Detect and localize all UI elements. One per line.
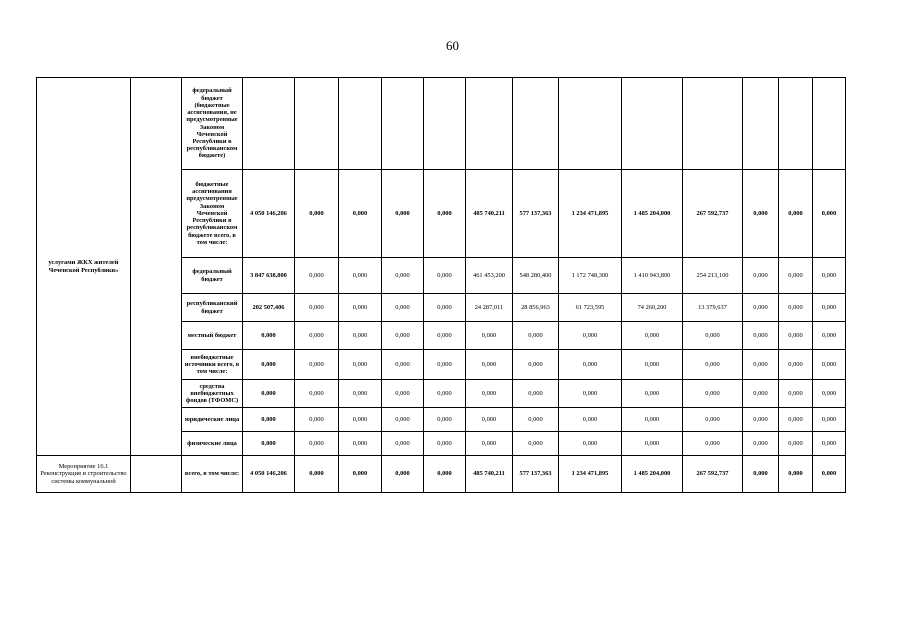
funding-source-cell: федеральный бюджет <box>182 258 243 294</box>
value-cell: 0,000 <box>683 380 743 408</box>
value-cell: 0,000 <box>683 432 743 456</box>
value-cell: 0,000 <box>779 170 813 258</box>
value-cell: 0,000 <box>743 432 779 456</box>
value-cell: 0,000 <box>382 408 424 432</box>
funding-source-cell: средства внебюджетных фондов (ТФОМС) <box>182 380 243 408</box>
value-cell: 0,000 <box>382 350 424 380</box>
value-cell: 1 172 748,300 <box>559 258 622 294</box>
value-cell: 13 379,637 <box>683 294 743 322</box>
value-cell: 0,000 <box>622 350 683 380</box>
value-cell: 0,000 <box>813 350 846 380</box>
value-cell: 0,000 <box>779 258 813 294</box>
value-cell: 0,000 <box>622 322 683 350</box>
value-cell <box>295 78 339 170</box>
value-cell: 0,000 <box>424 350 466 380</box>
value-cell: 74 260,200 <box>622 294 683 322</box>
value-cell: 0,000 <box>382 432 424 456</box>
value-cell: 0,000 <box>813 432 846 456</box>
value-cell: 0,000 <box>743 350 779 380</box>
value-cell: 28 856,963 <box>513 294 559 322</box>
value-cell: 0,000 <box>382 322 424 350</box>
value-cell: 0,000 <box>424 432 466 456</box>
value-cell <box>466 78 513 170</box>
value-cell: 254 213,100 <box>683 258 743 294</box>
value-cell: 4 050 146,206 <box>243 456 295 493</box>
value-cell: 0,000 <box>424 170 466 258</box>
value-cell: 0,000 <box>295 258 339 294</box>
value-cell: 0,000 <box>295 408 339 432</box>
value-cell: 0,000 <box>683 322 743 350</box>
value-cell: 0,000 <box>424 380 466 408</box>
table-body <box>37 78 846 493</box>
value-cell: 61 723,595 <box>559 294 622 322</box>
value-cell <box>513 78 559 170</box>
value-cell: 0,000 <box>622 380 683 408</box>
value-cell: 0,000 <box>779 432 813 456</box>
value-cell: 0,000 <box>813 408 846 432</box>
value-cell <box>339 78 382 170</box>
funding-source-cell: федеральный бюджет (бюджетные ассигнования, не предусмотренные Законом Чеченской Республики в республиканском бюджете) <box>182 78 243 170</box>
funding-source-cell: местный бюджет <box>182 322 243 350</box>
value-cell: 0,000 <box>779 408 813 432</box>
value-cell: 0,000 <box>743 258 779 294</box>
value-cell: 0,000 <box>295 294 339 322</box>
value-cell: 0,000 <box>743 322 779 350</box>
value-cell <box>243 78 295 170</box>
funding-source-cell: республиканский бюджет <box>182 294 243 322</box>
value-cell: 461 453,200 <box>466 258 513 294</box>
funding-source-cell: физические лица <box>182 432 243 456</box>
value-cell: 0,000 <box>466 408 513 432</box>
value-cell: 0,000 <box>466 322 513 350</box>
value-cell: 0,000 <box>339 170 382 258</box>
value-cell: 0,000 <box>424 258 466 294</box>
value-cell: 1 485 204,000 <box>622 170 683 258</box>
value-cell: 0,000 <box>382 170 424 258</box>
value-cell: 0,000 <box>683 350 743 380</box>
value-cell: 0,000 <box>295 456 339 493</box>
value-cell: 24 287,011 <box>466 294 513 322</box>
value-cell: 577 137,363 <box>513 456 559 493</box>
value-cell <box>424 78 466 170</box>
value-cell: 0,000 <box>424 294 466 322</box>
value-cell: 0,000 <box>382 294 424 322</box>
table-row <box>37 78 846 170</box>
value-cell: 0,000 <box>813 322 846 350</box>
value-cell: 0,000 <box>295 350 339 380</box>
value-cell: 0,000 <box>424 322 466 350</box>
value-cell: 0,000 <box>813 456 846 493</box>
executor-cell <box>131 456 182 493</box>
value-cell: 0,000 <box>779 294 813 322</box>
funding-source-cell: юридические лица <box>182 408 243 432</box>
value-cell: 0,000 <box>382 456 424 493</box>
value-cell: 485 740,211 <box>466 170 513 258</box>
value-cell: 0,000 <box>779 350 813 380</box>
value-cell: 3 847 638,800 <box>243 258 295 294</box>
value-cell: 0,000 <box>779 322 813 350</box>
value-cell: 0,000 <box>295 322 339 350</box>
activity-name-cell: Мероприятие 16.1 Реконструкция и строительство системы коммунальной <box>37 456 131 493</box>
value-cell <box>559 78 622 170</box>
value-cell: 0,000 <box>779 380 813 408</box>
value-cell: 0,000 <box>339 380 382 408</box>
value-cell: 0,000 <box>295 380 339 408</box>
value-cell: 0,000 <box>622 432 683 456</box>
value-cell: 0,000 <box>339 258 382 294</box>
funding-source-cell: всего, в том числе: <box>182 456 243 493</box>
value-cell: 0,000 <box>339 432 382 456</box>
value-cell: 0,000 <box>743 294 779 322</box>
value-cell: 1 410 943,800 <box>622 258 683 294</box>
value-cell: 0,000 <box>243 432 295 456</box>
value-cell <box>683 78 743 170</box>
measure-name-cell: услугами ЖКХ жителей Чеченской Республики» <box>37 78 131 456</box>
value-cell: 0,000 <box>513 322 559 350</box>
value-cell: 0,000 <box>559 350 622 380</box>
value-cell: 0,000 <box>813 294 846 322</box>
value-cell: 0,000 <box>513 432 559 456</box>
value-cell: 0,000 <box>743 170 779 258</box>
value-cell: 202 507,406 <box>243 294 295 322</box>
value-cell: 0,000 <box>466 432 513 456</box>
value-cell: 0,000 <box>743 380 779 408</box>
value-cell: 4 050 146,206 <box>243 170 295 258</box>
value-cell: 267 592,737 <box>683 456 743 493</box>
value-cell: 0,000 <box>513 380 559 408</box>
value-cell: 0,000 <box>513 408 559 432</box>
value-cell: 0,000 <box>243 380 295 408</box>
value-cell: 1 485 204,000 <box>622 456 683 493</box>
value-cell: 0,000 <box>559 380 622 408</box>
value-cell: 0,000 <box>813 380 846 408</box>
value-cell: 1 234 471,895 <box>559 170 622 258</box>
value-cell: 0,000 <box>295 432 339 456</box>
value-cell: 0,000 <box>339 456 382 493</box>
value-cell: 577 137,363 <box>513 170 559 258</box>
value-cell: 0,000 <box>513 350 559 380</box>
value-cell: 0,000 <box>559 432 622 456</box>
value-cell: 0,000 <box>743 408 779 432</box>
funding-source-cell: бюджетные ассигнования предусмотренные Законом Чеченской Республики в республиканском бюджете всего, в том числе: <box>182 170 243 258</box>
page-number: 60 <box>446 38 459 53</box>
value-cell: 0,000 <box>743 456 779 493</box>
executor-cell <box>131 78 182 456</box>
value-cell: 0,000 <box>339 350 382 380</box>
value-cell <box>779 78 813 170</box>
value-cell: 0,000 <box>813 258 846 294</box>
value-cell: 0,000 <box>243 408 295 432</box>
value-cell: 0,000 <box>559 408 622 432</box>
value-cell: 267 592,737 <box>683 170 743 258</box>
value-cell <box>622 78 683 170</box>
value-cell: 0,000 <box>683 408 743 432</box>
value-cell: 0,000 <box>382 258 424 294</box>
value-cell: 0,000 <box>243 350 295 380</box>
value-cell: 0,000 <box>424 408 466 432</box>
value-cell: 0,000 <box>779 456 813 493</box>
value-cell <box>813 78 846 170</box>
value-cell: 0,000 <box>466 380 513 408</box>
value-cell: 0,000 <box>559 322 622 350</box>
value-cell: 0,000 <box>813 170 846 258</box>
budget-table <box>36 77 846 493</box>
value-cell: 0,000 <box>424 456 466 493</box>
value-cell: 0,000 <box>466 350 513 380</box>
value-cell <box>382 78 424 170</box>
value-cell: 0,000 <box>339 408 382 432</box>
value-cell: 0,000 <box>295 170 339 258</box>
value-cell: 548 280,400 <box>513 258 559 294</box>
value-cell: 0,000 <box>339 294 382 322</box>
funding-source-cell: внебюджетные источники всего, в том числе: <box>182 350 243 380</box>
table-row <box>37 456 846 493</box>
value-cell: 1 234 471,895 <box>559 456 622 493</box>
value-cell: 485 740,211 <box>466 456 513 493</box>
value-cell <box>743 78 779 170</box>
value-cell: 0,000 <box>339 322 382 350</box>
value-cell: 0,000 <box>622 408 683 432</box>
value-cell: 0,000 <box>382 380 424 408</box>
value-cell: 0,000 <box>243 322 295 350</box>
